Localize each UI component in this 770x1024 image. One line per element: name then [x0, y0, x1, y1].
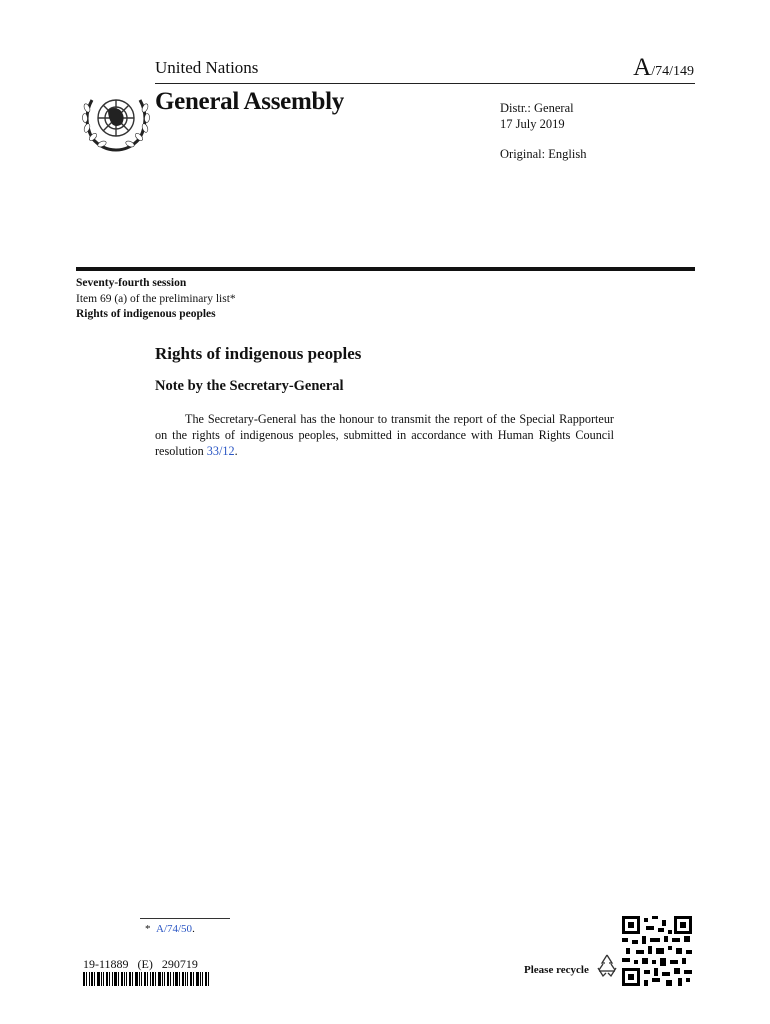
agenda-item-line: Item 69 (a) of the preliminary list*	[76, 292, 236, 305]
resolution-link[interactable]: 33/12	[206, 443, 235, 458]
body-paragraph	[155, 412, 614, 459]
job-number	[83, 957, 198, 972]
document-date: 17 July 2019	[500, 117, 565, 131]
job-number-code: 19-11889 (E)	[83, 957, 153, 971]
footnote-marker: *	[145, 923, 151, 935]
organization-name: United Nations	[155, 58, 259, 77]
body-text-end: .	[234, 443, 238, 458]
document-title: Rights of indigenous peoples	[155, 344, 362, 363]
please-recycle-label: Please recycle	[524, 964, 589, 976]
header-rule	[155, 83, 695, 84]
job-number-date: 290719	[161, 957, 198, 971]
separator-rule	[76, 267, 695, 271]
session-line: Seventy-fourth session	[76, 277, 187, 289]
document-symbol	[633, 54, 694, 82]
agenda-topic-line: Rights of indigenous peoples	[76, 308, 216, 320]
session-block	[76, 276, 236, 323]
un-emblem-icon	[78, 88, 154, 158]
footnote-rule	[140, 918, 230, 919]
footnote-end: .	[192, 923, 195, 935]
footnote-link[interactable]: A/74/50	[156, 923, 193, 935]
document-symbol-number: /74/149	[651, 64, 694, 79]
distribution-line: Distr.: General	[500, 101, 574, 115]
barcode-icon	[83, 972, 209, 986]
body-text: The Secretary-General has the honour to transmit the report of the Special Rapporteur on the rights of indigenous peoples, submitted in accordance with Human Rights Council resolution	[155, 412, 614, 458]
organ-title: General Assembly	[155, 88, 344, 115]
footnote	[145, 923, 195, 935]
original-language: Original: English	[500, 147, 587, 161]
document-symbol-letter: A	[633, 54, 652, 81]
recycle-icon	[594, 952, 620, 978]
document-subtitle: Note by the Secretary-General	[155, 378, 344, 394]
qr-code-icon	[622, 916, 692, 986]
distribution-block	[500, 100, 586, 162]
